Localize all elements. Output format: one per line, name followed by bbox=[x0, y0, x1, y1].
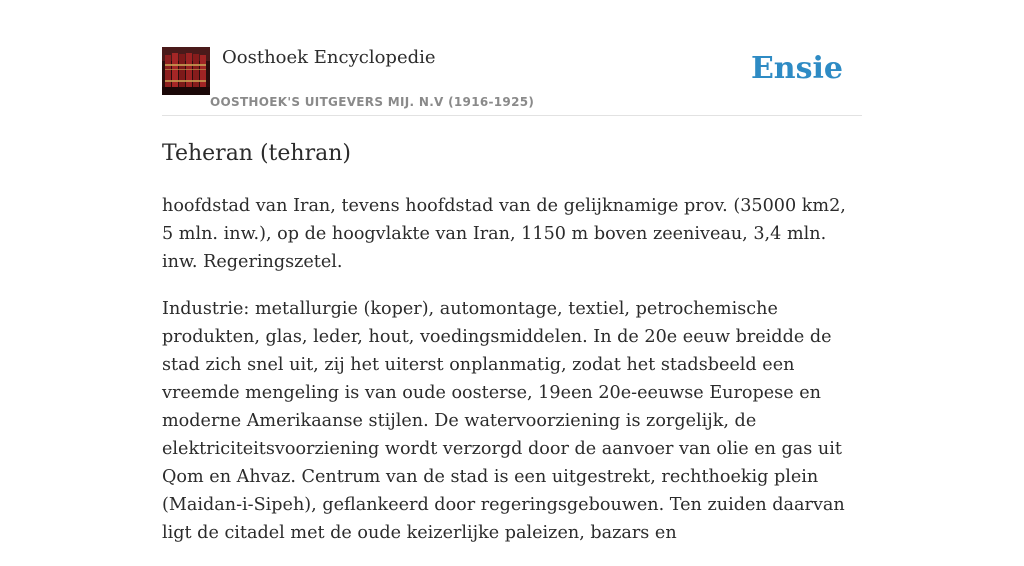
entry-article bbox=[162, 136, 862, 566]
entry-paragraph: hoofdstad van Iran, tevens hoofdstad van de gelijknamige prov. (35000 km2, 5 mln. inw.), op de hoogvlakte van Iran, 1150 m boven zeeniveau, 3,4 mln. inw. Regeringszetel. bbox=[162, 196, 846, 272]
entry-title: Teheran (tehran) bbox=[162, 141, 351, 166]
entry-paragraph: Industrie: metallurgie (koper), automontage, textiel, petrochemische produkten, glas, leder, hout, voedingsmiddelen. In de 20e eeuw breidde de stad zich snel uit, zij het uiterst onplanmatig, zodat het stadsbeeld een vreemde mengeling is van oude oosterse, 19een 20e-eeuwse Europese en moderne Amerikaanse stijlen. De watervoorziening is zorgelijk, de elektriciteitsvoorziening wordt verzorgd door de aanvoer van olie en gas uit Qom en Ahvaz. Centrum van de stad is een uitgestrekt, rechthoekig plein (Maidan-i-Sipeh), geflankeerd door regeringsgebouwen. Ten zuiden daarvan ligt de citadel met de oude keizerlijke paleizen, bazars en bbox=[162, 299, 845, 543]
site-header bbox=[162, 46, 862, 116]
encyclopedia-books-icon[interactable] bbox=[162, 47, 210, 95]
site-name[interactable]: Oosthoek Encyclopedie bbox=[222, 47, 436, 68]
ensie-logo-link[interactable]: Ensie bbox=[750, 51, 843, 86]
entry-body bbox=[162, 192, 862, 547]
publisher-label: OOSTHOEK'S UITGEVERS MIJ. N.V (1916-1925) bbox=[210, 95, 535, 109]
